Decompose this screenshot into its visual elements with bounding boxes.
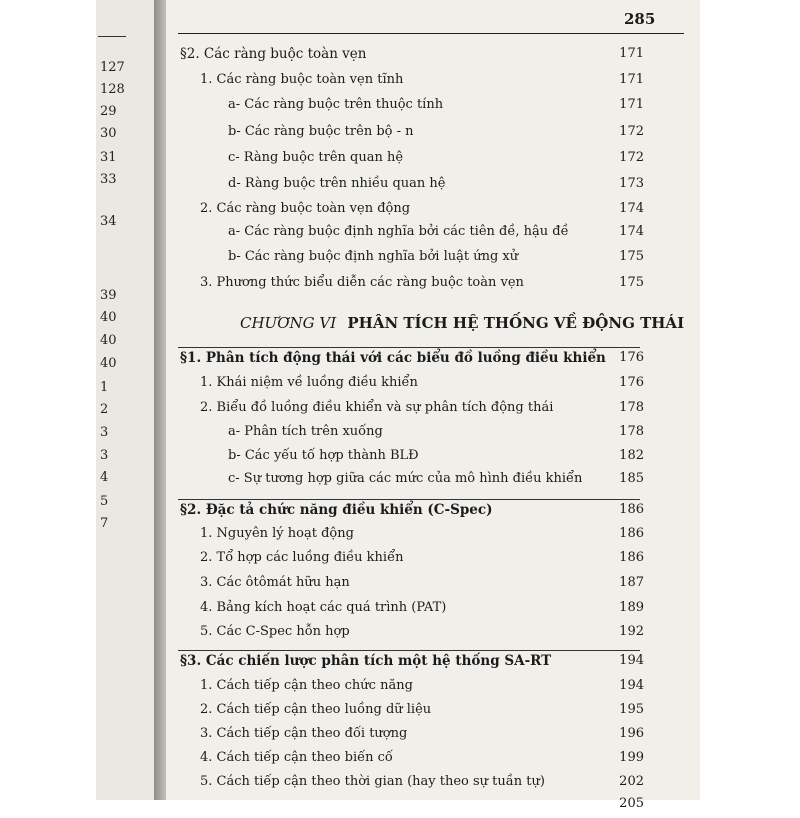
left-page-number: 3	[100, 448, 109, 463]
toc-entry-page: 172	[619, 150, 644, 165]
chapter-heading	[240, 314, 684, 332]
toc-entry-page: 171	[619, 72, 644, 87]
toc-entry	[0, 600, 700, 622]
header-rule	[178, 33, 684, 34]
toc-entry-page: 189	[619, 600, 644, 615]
toc-entry-title: 4. Bảng kích hoạt các quá trình (PAT)	[200, 600, 447, 615]
toc-entry-title: 1. Nguyên lý hoạt động	[200, 526, 354, 541]
toc-entry-page: 186	[619, 550, 644, 565]
toc-entry-title: 2. Biểu đồ luồng điều khiển và sự phân tích động thái	[200, 400, 554, 415]
toc-entry-page: 174	[619, 224, 644, 239]
left-page-number: 1	[100, 380, 109, 395]
left-page-number: 5	[100, 494, 109, 509]
toc-entry	[0, 201, 700, 223]
toc-entry-page: 192	[619, 624, 644, 639]
toc-entry-page: 176	[619, 375, 644, 390]
toc-entry-page: 186	[619, 526, 644, 541]
toc-entry-page: 176	[619, 350, 644, 365]
toc-entry-title: c- Sự tương hợp giữa các mức của mô hình điều khiển	[228, 471, 583, 486]
left-page-number: 127	[100, 60, 125, 75]
toc-entry-page: 199	[619, 750, 644, 765]
left-page-number: 29	[100, 104, 117, 119]
toc-entry-page: 174	[619, 201, 644, 216]
toc-entry-title: a- Các ràng buộc định nghĩa bởi các tiên đề, hậu đề	[228, 224, 569, 239]
toc-entry-title: 3. Các ôtômát hữu hạn	[200, 575, 350, 590]
toc-entry-title: §1. Phân tích động thái với các biểu đồ luồng điều khiển	[180, 350, 606, 366]
toc-entry	[0, 46, 700, 68]
toc-entry-title: d- Ràng buộc trên nhiều quan hệ	[228, 176, 446, 191]
section-rule	[178, 499, 640, 500]
toc-entry-title: a- Các ràng buộc trên thuộc tính	[228, 97, 444, 112]
toc-entry-title: 2. Cách tiếp cận theo luồng dữ liệu	[200, 702, 432, 717]
toc-entry-title: 3. Cách tiếp cận theo đối tượng	[200, 726, 408, 741]
toc-entry	[0, 726, 700, 748]
left-page-number: 40	[100, 356, 117, 371]
toc-entry-title: c- Ràng buộc trên quan hệ	[228, 150, 404, 165]
toc-section	[0, 653, 700, 675]
toc-entry-title: b- Các ràng buộc định nghĩa bởi luật ứng xử	[228, 249, 519, 264]
toc-entry-title: 5. Các C-Spec hỗn hợp	[200, 624, 350, 639]
toc-entry-page: 173	[619, 176, 644, 191]
toc-entry	[0, 150, 700, 172]
toc-entry-title: §2. Các ràng buộc toàn vẹn	[180, 46, 367, 62]
section-rule	[178, 650, 640, 651]
toc-entry-page: 171	[619, 46, 644, 61]
toc-entry-page: 182	[619, 448, 644, 463]
toc-entry	[0, 249, 700, 271]
left-page-number: 3	[100, 425, 109, 440]
toc-entry-title: a- Phân tích trên xuống	[228, 424, 383, 439]
toc-entry	[0, 424, 700, 446]
toc-entry-title: 2. Tổ hợp các luồng điều khiển	[200, 550, 404, 565]
toc-entry	[0, 624, 700, 646]
toc-entry	[0, 224, 700, 246]
toc-entry-page: 172	[619, 124, 644, 139]
toc-entry-title: 3. Phương thức biểu diễn các ràng buộc toàn vẹn	[200, 275, 524, 290]
toc-entry-title: 5. Cách tiếp cận theo thời gian (hay theo sự tuần tự)	[200, 774, 545, 789]
toc-entry	[0, 774, 700, 796]
toc-entry-page: 202	[619, 774, 644, 789]
toc-entry-page: 194	[619, 678, 644, 693]
toc-entry-title: b- Các ràng buộc trên bộ - n	[228, 124, 414, 139]
left-page-number: 40	[100, 310, 117, 325]
toc-entry	[0, 375, 700, 397]
toc-entry	[0, 702, 700, 724]
toc-entry	[0, 275, 700, 297]
toc-entry	[0, 526, 700, 548]
toc-entry-title: 1. Các ràng buộc toàn vẹn tĩnh	[200, 72, 404, 87]
toc-entry	[0, 400, 700, 422]
toc-entry	[0, 471, 700, 493]
left-page-number: 33	[100, 172, 117, 187]
toc-entry-title: 2. Các ràng buộc toàn vẹn động	[200, 201, 411, 216]
left-page-number: 30	[100, 126, 117, 141]
toc-entry	[0, 97, 700, 119]
toc-entry-page: 187	[619, 575, 644, 590]
left-page-number: 39	[100, 288, 117, 303]
toc-entry-page: 205	[619, 796, 644, 811]
toc-entry-title: b- Các yếu tố hợp thành BLĐ	[228, 448, 419, 463]
toc-entry	[0, 176, 700, 198]
left-page-number: 40	[100, 333, 117, 348]
left-page-number: 4	[100, 470, 109, 485]
toc-entry-page: 178	[619, 424, 644, 439]
left-page-number: 31	[100, 150, 117, 165]
left-page-number: 7	[100, 516, 109, 531]
left-page-number: 34	[100, 214, 117, 229]
toc-entry-page: 194	[619, 653, 644, 668]
toc-entry-title: §3. Các chiến lược phân tích một hệ thống SA-RT	[180, 653, 552, 669]
chapter-title: PHÂN TÍCH HỆ THỐNG VỀ ĐỘNG THÁI	[347, 314, 685, 332]
toc-entry-title: 4. Cách tiếp cận theo biến cố	[200, 750, 393, 765]
toc-entry	[0, 750, 700, 772]
toc-entry	[0, 124, 700, 146]
toc-entry-title: 1. Cách tiếp cận theo chức năng	[200, 678, 413, 693]
chapter-label: CHƯƠNG VI	[240, 314, 337, 332]
toc-entry	[0, 72, 700, 94]
toc-entry-page: 178	[619, 400, 644, 415]
left-page-number: 128	[100, 82, 125, 97]
toc-entry-title: §2. Đặc tả chức năng điều khiển (C-Spec)	[180, 502, 493, 518]
toc-entry	[0, 678, 700, 700]
toc-entry-page: 196	[619, 726, 644, 741]
left-page-number: 2	[100, 402, 109, 417]
toc-entry	[0, 550, 700, 572]
toc-entry-page: 171	[619, 97, 644, 112]
toc-entry	[0, 796, 700, 818]
toc-entry	[0, 575, 700, 597]
toc-section	[0, 350, 700, 372]
toc-entry-page: 175	[619, 249, 644, 264]
section-rule	[178, 347, 640, 348]
toc-entry-page: 175	[619, 275, 644, 290]
toc-entry-page: 185	[619, 471, 644, 486]
background	[700, 0, 800, 800]
toc-entry-page: 186	[619, 502, 644, 517]
page-number: 285	[624, 10, 656, 28]
toc-entry-title: 1. Khái niệm về luồng điều khiển	[200, 375, 418, 390]
toc-section	[0, 502, 700, 524]
toc-entry-page: 195	[619, 702, 644, 717]
toc-entry	[0, 448, 700, 470]
